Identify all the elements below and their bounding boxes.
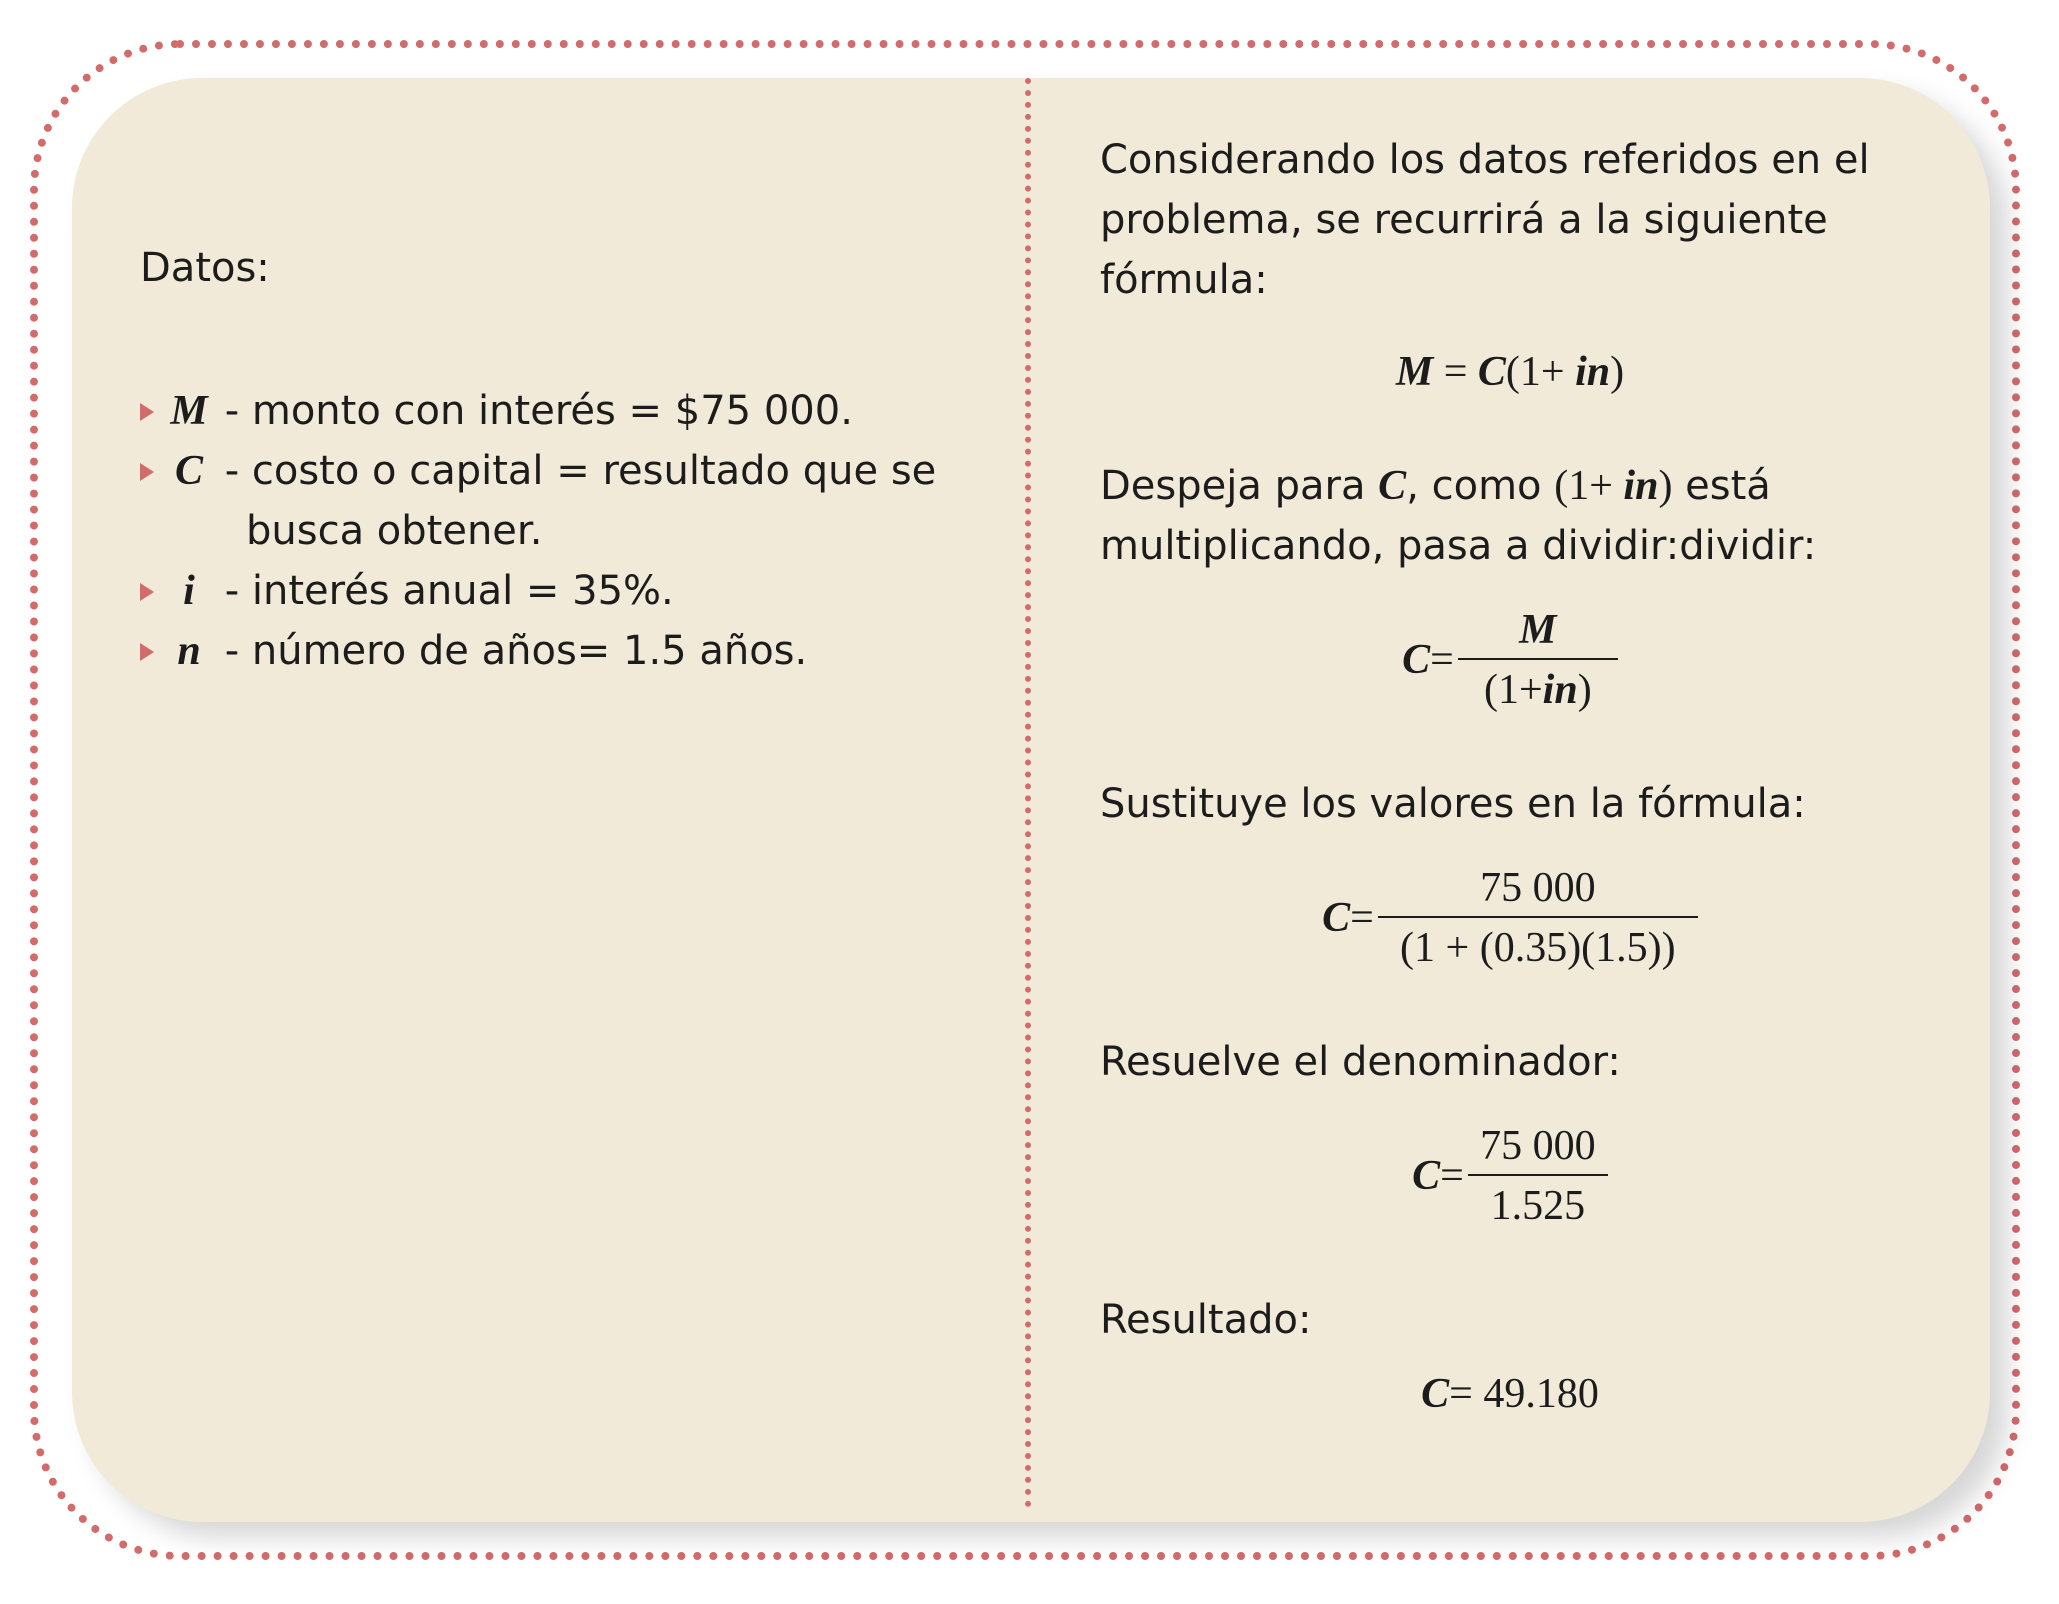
variable-symbol: C bbox=[174, 448, 203, 494]
list-item bbox=[140, 381, 1000, 441]
datos-panel bbox=[140, 245, 1000, 681]
datos-title: Datos: bbox=[140, 245, 270, 291]
formula-despejada: C= $\frac{M}{(1+in)}$ bbox=[1100, 606, 1920, 714]
fraction: $\frac{M}{(1+in)}$ bbox=[1458, 606, 1618, 714]
step-sustituye: Sustituye los valores en la fórmula: bbox=[1100, 781, 1806, 827]
variable-symbol: M bbox=[170, 388, 208, 434]
list-item bbox=[140, 441, 1000, 561]
item-text: - costo o capital = resultado que se bbox=[224, 448, 937, 494]
solution-panel bbox=[1100, 130, 1920, 1478]
variable-symbol: i bbox=[183, 568, 195, 614]
formula-sustituida: C= $\frac{75 000}{(1 + (0.35)(1.5))}$ bbox=[1100, 864, 1920, 972]
datos-list bbox=[140, 381, 1000, 681]
intro-text: Considerando los datos referidos en el problema, se recurrirá a la siguiente fórmula: bbox=[1100, 137, 1870, 303]
item-text-continuation: busca obtener. bbox=[246, 508, 543, 554]
step-resultado: Resultado: bbox=[1100, 1297, 1312, 1343]
formula-main: M = C(1+ in) bbox=[1395, 349, 1625, 395]
variable-symbol: n bbox=[177, 628, 201, 674]
triangle-bullet-icon bbox=[140, 583, 154, 601]
step-resuelve: Resuelve el denominador: bbox=[1100, 1039, 1621, 1085]
triangle-bullet-icon bbox=[140, 403, 154, 421]
step-despeja: Despeja para C, como (1+ in) está multiplicando, pasa a dividir:dividir: bbox=[1100, 463, 1817, 569]
fraction: $\frac{75 000}{(1 + (0.35)(1.5))}$ bbox=[1378, 864, 1698, 972]
list-item bbox=[140, 561, 1000, 621]
item-text: - número de años= 1.5 años. bbox=[224, 628, 808, 674]
triangle-bullet-icon bbox=[140, 463, 154, 481]
fraction: $\frac{75 000}{1.525}$ bbox=[1468, 1122, 1608, 1230]
list-item bbox=[140, 621, 1000, 681]
formula-resuelta: C= $\frac{75 000}{1.525}$ bbox=[1100, 1122, 1920, 1230]
triangle-bullet-icon bbox=[140, 643, 154, 661]
item-text: - interés anual = 35%. bbox=[224, 568, 674, 614]
formula-resultado: C= 49.180 bbox=[1421, 1371, 1599, 1417]
column-divider bbox=[1025, 78, 1031, 1508]
item-text: - monto con interés = $75 000. bbox=[224, 388, 853, 434]
